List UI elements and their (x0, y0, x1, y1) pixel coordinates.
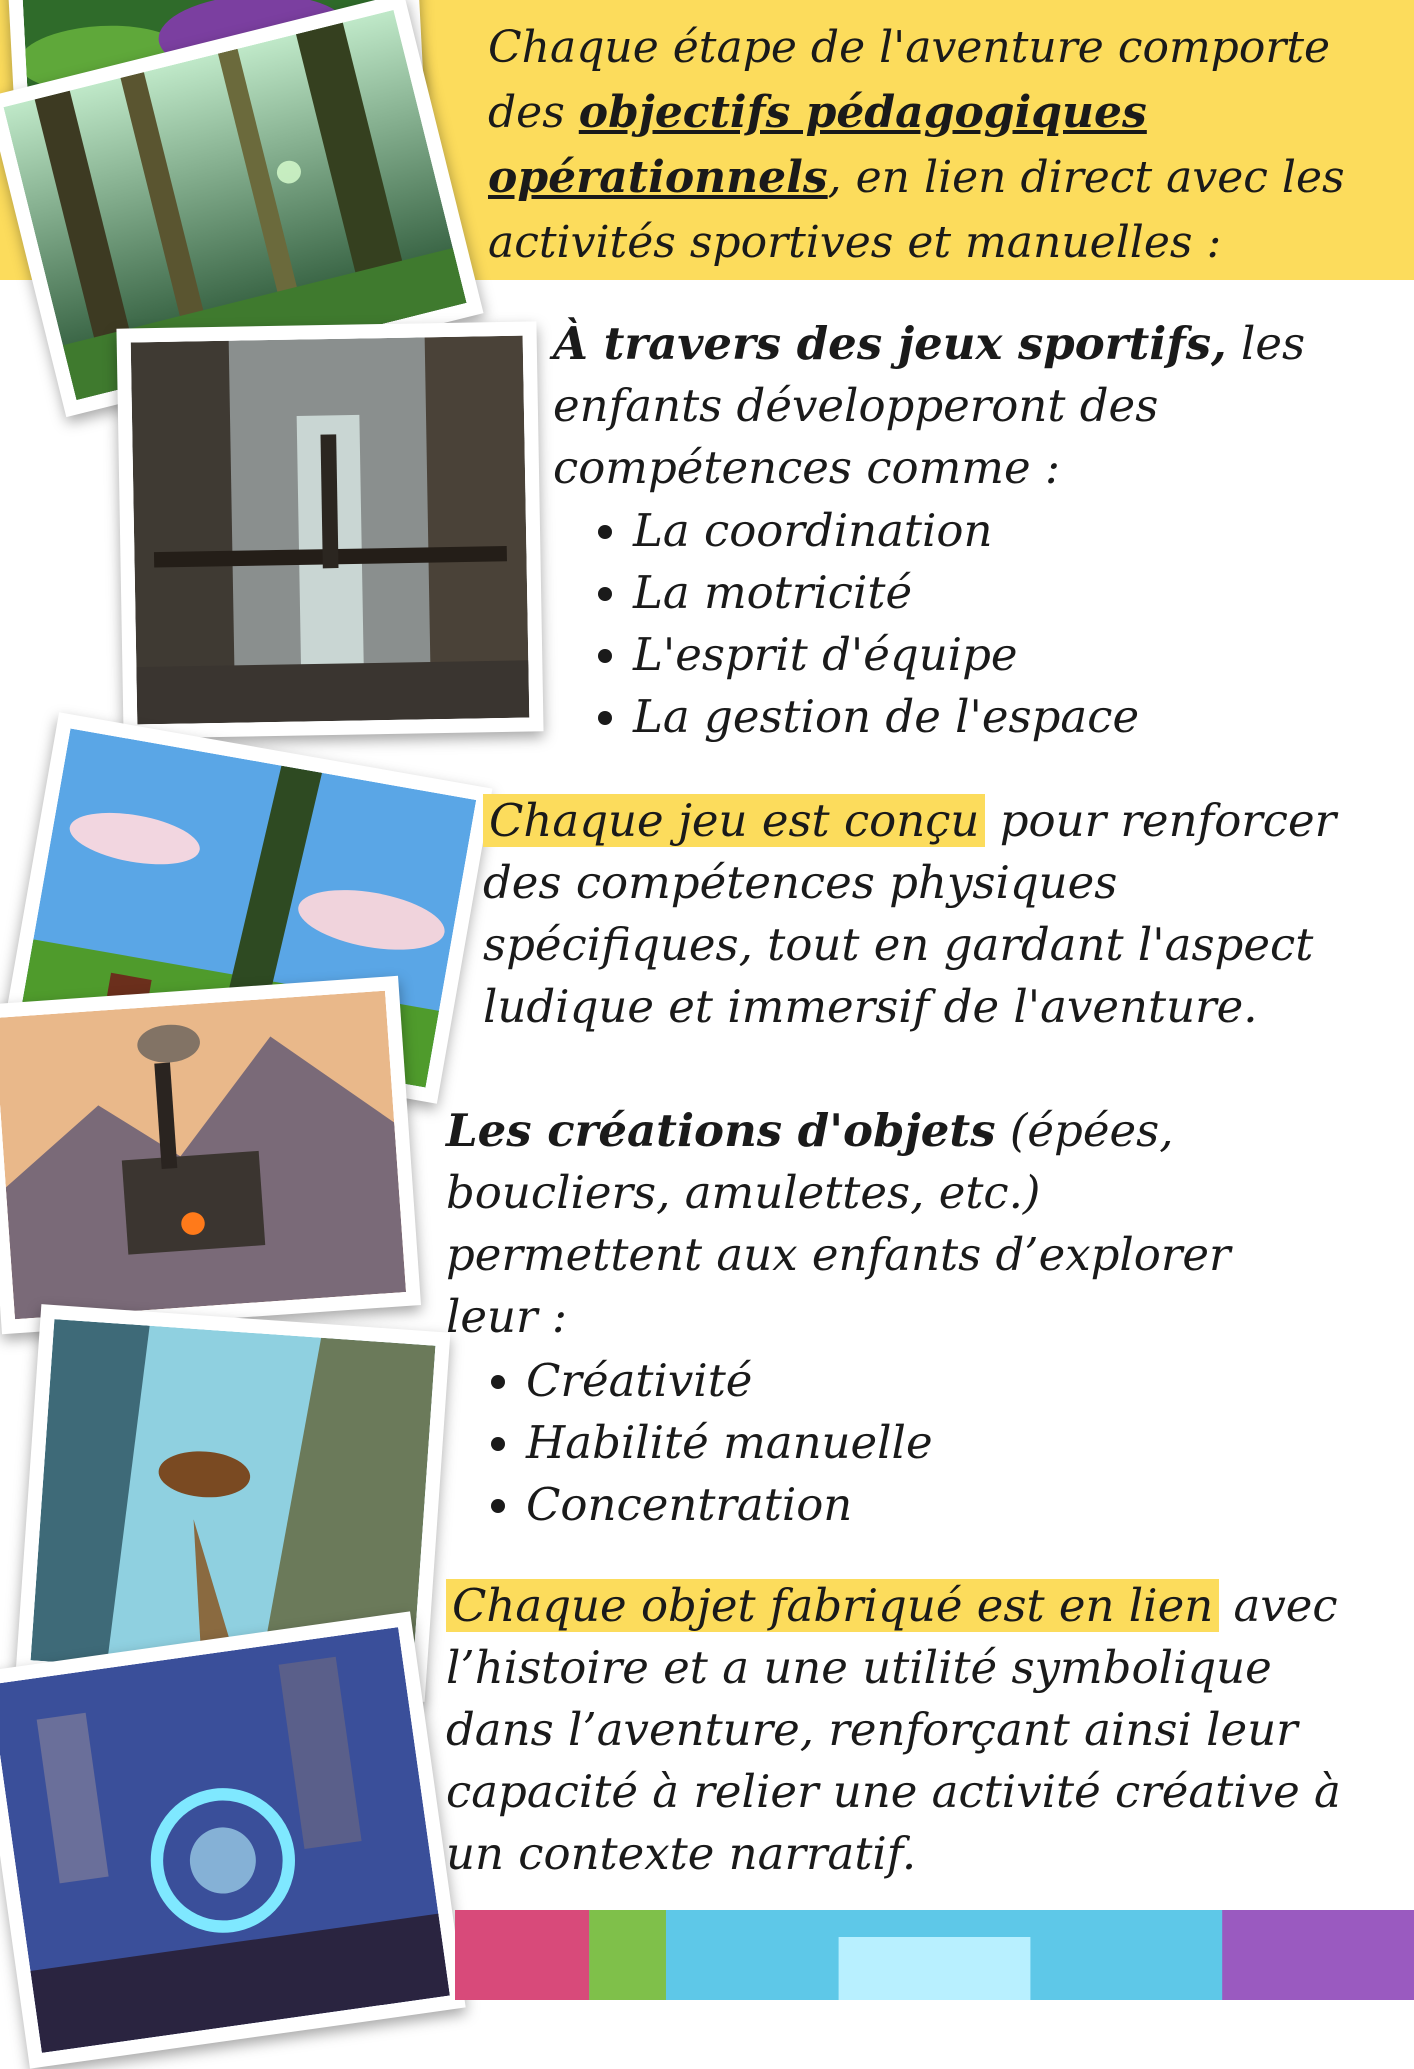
sport-skills-list (553, 500, 1414, 748)
list-item: • Habilité manuelle (526, 1412, 1326, 1474)
intro-paragraph (488, 15, 1378, 275)
mountain-forge-photo (0, 976, 421, 1334)
craft-highlight: Chaque objet fabriqué est en lien (446, 1579, 1219, 1632)
list-item: • La gestion de l'espace (633, 686, 1414, 748)
craft-conclusion (446, 1575, 1366, 1885)
intro-text-1: Chaque étape de l'aventure comporte des (488, 22, 1331, 138)
magic-battle-photo (0, 1611, 466, 2068)
list-item: • Concentration (526, 1474, 1326, 1536)
list-item: • La coordination (633, 500, 1414, 562)
river-garden-strip (455, 1910, 1414, 2000)
intro-underlined: objectifs pédagogiques opérationnels (488, 87, 1147, 203)
sport-highlight: Chaque jeu est conçu (483, 794, 985, 847)
list-item: • L'esprit d'équipe (633, 624, 1414, 686)
sport-lead (553, 313, 1403, 499)
list-item: • La motricité (633, 562, 1414, 624)
craft-lead (446, 1100, 1236, 1348)
craft-lead-rest: (épées, boucliers, amulettes, etc.) permettent aux enfants d’explorer leur : (446, 1104, 1231, 1343)
intro-text-2: , en lien direct avec les activités sportives et manuelles : (488, 152, 1345, 268)
list-item: • Créativité (526, 1350, 1326, 1412)
sport-lead-rest: les enfants développeront des compétences comme : (553, 317, 1306, 494)
sport-lead-bold: À travers des jeux sportifs, (553, 317, 1227, 370)
craft-lead-bold: Les créations d'objets (446, 1104, 996, 1157)
sport-conclusion-rest: pour renforcer des compétences physiques spécifiques, tout en gardant l'aspect ludique et immersif de l'aventure. (483, 794, 1337, 1033)
craft-skills-list (446, 1350, 1326, 1536)
canyon-bridge-photo (116, 321, 543, 738)
craft-conclusion-rest: avec l’histoire et a une utilité symbolique dans l’aventure, renforçant ainsi leur capacité à relier une activité créative à un contexte narratif. (446, 1579, 1341, 1880)
sport-conclusion (483, 790, 1343, 1038)
